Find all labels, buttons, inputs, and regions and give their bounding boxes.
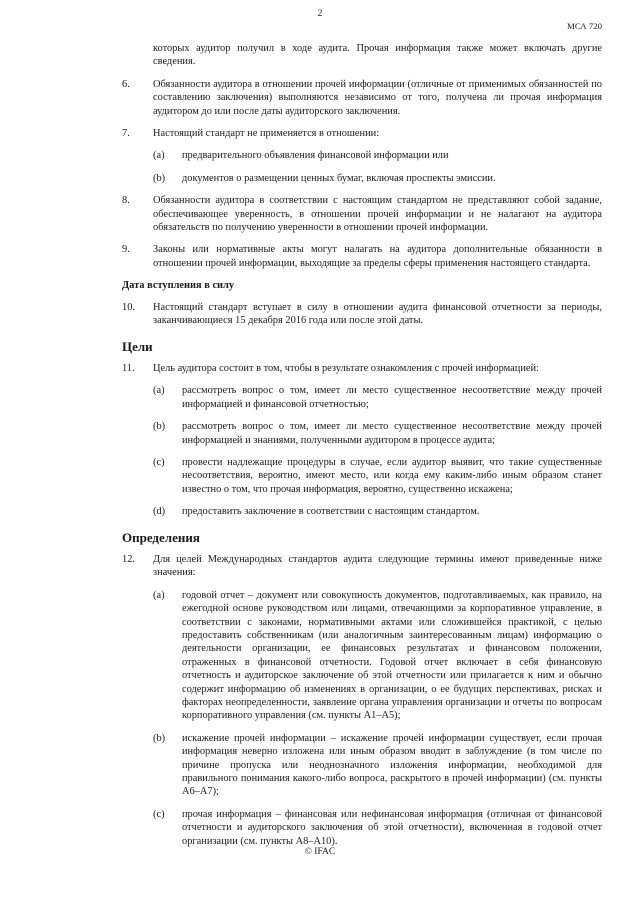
- copyright-footer: © IFAC: [304, 847, 336, 857]
- item-text: рассмотреть вопрос о том, имеет ли место существенное несоответствие между прочей информацией и знаниями, полученными аудитором в процессе аудита;: [182, 421, 602, 446]
- list-item: [122, 808, 602, 848]
- intro-continuation: которых аудитор получил в ходе аудита. Прочая информация также может включать другие сведения.: [153, 43, 602, 68]
- item-text: годовой отчет – документ или совокупность документов, подготавливаемых, как правило, на ежегодной основе руководством или лицами, отвечающими за корпоративное управление, в соответствии с законами, нормативными актами или сложившейся практикой, с целью предоставить собственникам (или аналогичным заинтересованным лицам) информацию о деятельности организации, ее финансовых результатах и финансовом положении, отраженных в финансовой отчетности. Годовой отчет включает в себя финансовую отчетность и аудиторское заключение об этой отчетности или прилагается к ним и обычно содержит информацию об изменениях в организации, о ее будущих перспективах, рисках и факторах неопределенности, заявление органа управления организации и отчеты по вопросам корпоративного управления (см. пункты A1–A5);: [182, 589, 602, 722]
- list-item: [122, 384, 602, 411]
- list-item: [122, 420, 602, 447]
- item-letter: (a): [153, 385, 165, 397]
- list-item: [122, 505, 602, 518]
- objectives-heading: Цели: [122, 338, 153, 354]
- paragraph-number: 8.: [122, 195, 130, 207]
- paragraph-6: [122, 78, 602, 118]
- item-letter: (b): [153, 732, 166, 744]
- paragraph-number: 6.: [122, 78, 130, 90]
- list-item: [122, 732, 602, 799]
- item-text: предварительного объявления финансовой информации или: [182, 150, 449, 162]
- item-text: искажение прочей информации – искажение прочей информации существует, если прочая информация неверно изложена или иным образом вводит в заблуждение (в том числе по причине пропуска или неоднозначного изложения информации, необходимой для правильного понимания какого-либо вопроса, раскрытого в прочей информации) (см. пункты A6–A7);: [182, 732, 602, 798]
- item-letter: (b): [153, 421, 166, 433]
- paragraph-number: 10.: [122, 301, 135, 313]
- paragraph-text: Законы или нормативные акты могут налагать на аудитора дополнительные обязанности в отношении прочей информации, выходящие за пределы сферы применения настоящего стандарта.: [153, 244, 602, 269]
- item-letter: (b): [153, 172, 166, 184]
- paragraph-number: 9.: [122, 244, 130, 256]
- item-letter: (c): [153, 808, 165, 820]
- paragraph-number: 11.: [122, 362, 135, 374]
- list-item: [122, 172, 602, 185]
- paragraph-text: Настоящий стандарт не применяется в отношении:: [153, 128, 380, 140]
- page-content: [122, 42, 602, 857]
- item-letter: (a): [153, 150, 165, 162]
- paragraph-9: [122, 243, 602, 270]
- paragraph-text: Цель аудитора состоит в том, чтобы в результате ознакомления с прочей информацией:: [153, 362, 539, 374]
- item-letter: (c): [153, 456, 165, 468]
- effective-date-heading: Дата вступления в силу: [122, 280, 235, 292]
- item-text: провести надлежащие процедуры в случае, если аудитор выявит, что такие существенные несоответствия, вероятно, имеют место, или когда ему каким-либо иным образом станет известно о том, что прочая информация, вероятно, существенно искажена;: [182, 456, 602, 495]
- paragraph-7: [122, 127, 602, 140]
- document-code: МСА 720: [567, 21, 602, 31]
- list-item: [122, 149, 602, 162]
- item-text: предоставить заключение в соответствии с настоящим стандартом.: [182, 506, 480, 518]
- paragraph-text: Обязанности аудитора в соответствии с настоящим стандартом не представляют собой задание, обеспечивающее уверенность, в отношении прочей информации и не налагают на аудитора обязательств по получению уверенности в отношении прочей информации.: [153, 195, 602, 234]
- item-letter: (a): [153, 589, 165, 601]
- paragraph-text: Настоящий стандарт вступает в силу в отношении аудита финансовой отчетности за периоды, заканчивающиеся 15 декабря 2016 года или после этой даты.: [153, 301, 602, 327]
- paragraph-number: 7.: [122, 128, 130, 140]
- list-item: [122, 456, 602, 496]
- paragraph-10: [122, 301, 602, 328]
- paragraph-number: 12.: [122, 553, 135, 565]
- page-number: 2: [317, 9, 323, 19]
- definitions-heading: Определения: [122, 529, 200, 545]
- item-letter: (d): [153, 506, 166, 518]
- item-text: документов о размещении ценных бумаг, включая проспекты эмиссии.: [182, 172, 496, 184]
- paragraph-8: [122, 194, 602, 234]
- item-text: рассмотреть вопрос о том, имеет ли место существенное несоответствие между прочей информацией и финансовой отчетностью;: [182, 385, 602, 410]
- item-text: прочая информация – финансовая или нефинансовая информация (отличная от финансовой отчетности и аудиторского заключения об этой отчетности), включенная в годовой отчет организации (см. пункты A8–A10).: [182, 808, 602, 847]
- paragraph-text: Для целей Международных стандартов аудита следующие термины имеют приведенные ниже значения:: [153, 553, 602, 579]
- paragraph-11: [122, 362, 602, 375]
- paragraph-12: [122, 553, 602, 580]
- paragraph-text: Обязанности аудитора в отношении прочей информации (отличные от применимых обязанностей по составлению заключения) выполняются независимо от того, получена ли прочая информация аудитором до или после даты аудиторского заключения.: [153, 78, 602, 117]
- list-item: [122, 589, 602, 723]
